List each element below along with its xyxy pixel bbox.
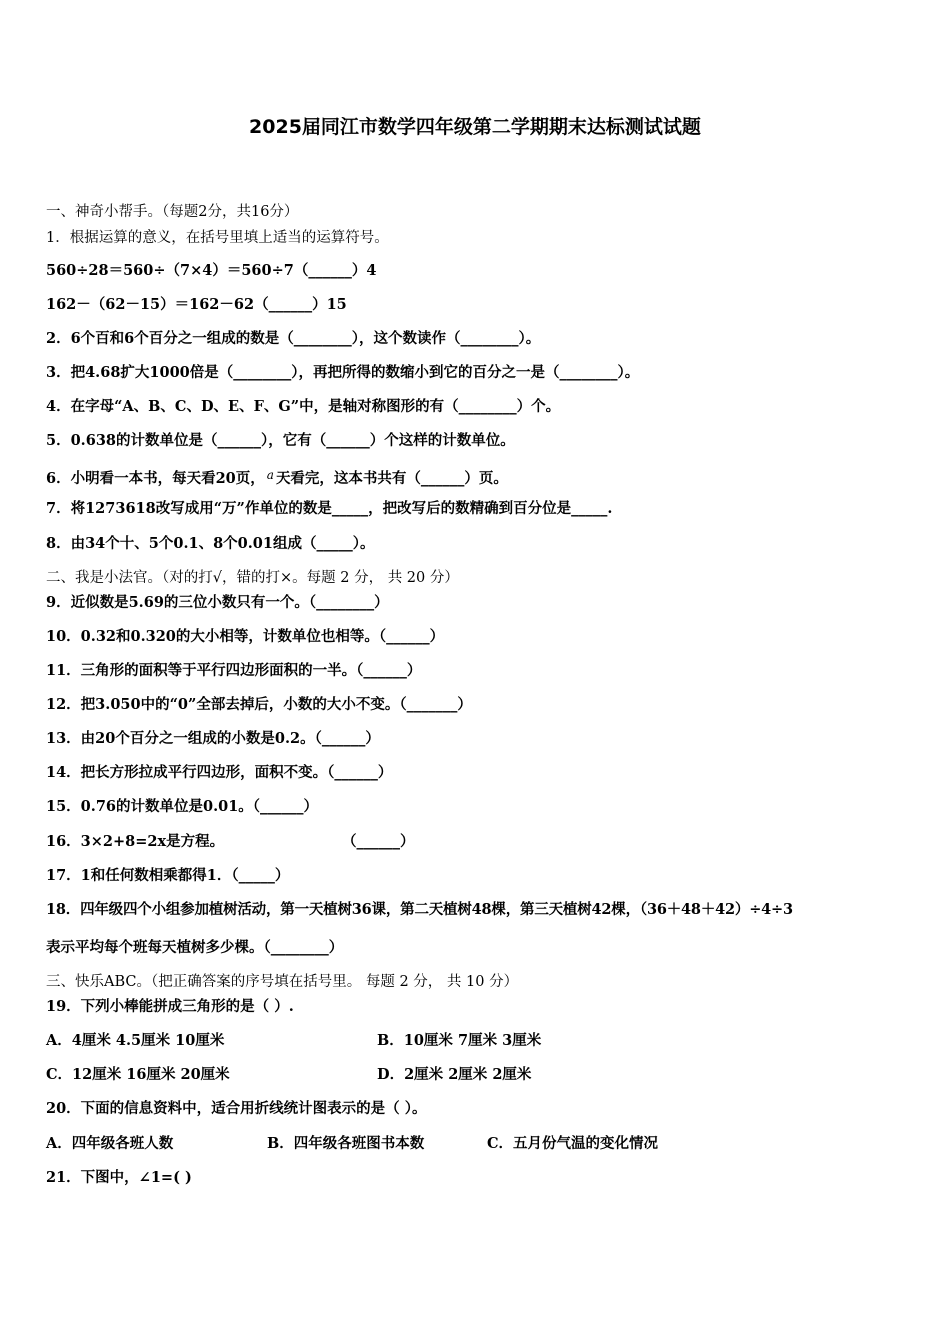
question-4: 4．在字母“A、B、C、D、E、F、G”中，是轴对称图形的有（________）个。 xyxy=(46,398,561,415)
question-5: 5．0.638的计数单位是（______），它有（______）个这样的计数单位。 xyxy=(46,432,515,449)
question-16: 16．3×2+8=2x是方程。 xyxy=(46,833,225,850)
question-19-option-a: A．4厘米 4.5厘米 10厘米 xyxy=(46,1032,225,1049)
question-15: 15．0.76的计数单位是0.01。（______） xyxy=(46,798,319,815)
question-6-part-2: 天看完，这本书共有（______）页。 xyxy=(275,470,508,487)
question-12: 12．把3.050中的“0”全部去掉后，小数的大小不变。（_______） xyxy=(46,696,472,713)
question-1-expr-2: 162－（62－15）＝162－62（______）15 xyxy=(46,296,347,313)
question-1-expr-1: 560÷28＝560÷（7×4）＝560÷7（______）4 xyxy=(46,262,377,279)
question-19: 19．下列小棒能拼成三角形的是（ ）. xyxy=(46,998,294,1015)
section-3-heading: 三、快乐ABC。（把正确答案的序号填在括号里。 每题 2 分， 共 10 分） xyxy=(46,974,519,990)
section-1-heading: 一、神奇小帮手。（每题2分，共16分） xyxy=(46,204,299,220)
question-21: 21．下图中，∠1=( ) xyxy=(46,1169,192,1186)
question-16-blank: （______） xyxy=(342,833,415,850)
question-20-option-a: A．四年级各班人数 xyxy=(46,1135,174,1152)
question-18-line-1: 18．四年级四个小组参加植树活动，第一天植树36课，第二天植树48棵，第三天植树42棵，（36＋48＋42）÷4÷3 xyxy=(46,901,793,918)
question-19-option-d: D．2厘米 2厘米 2厘米 xyxy=(377,1066,532,1083)
question-8: 8．由34个十、5个0.1、8个0.01组成（_____）。 xyxy=(46,535,375,552)
question-18-line-2: 表示平均每个班每天植树多少棵。（________） xyxy=(46,939,344,956)
variable-a: a xyxy=(266,468,274,482)
question-14: 14．把长方形拉成平行四边形，面积不变。（______） xyxy=(46,764,393,781)
page-title: 2025届同江市数学四年级第二学期期末达标测试试题 xyxy=(249,116,701,138)
section-2-heading: 二、我是小法官。（对的打√，错的打×。每题 2 分， 共 20 分） xyxy=(46,570,459,586)
question-19-option-b: B．10厘米 7厘米 3厘米 xyxy=(377,1032,542,1049)
question-11: 11．三角形的面积等于平行四边形面积的一半。（______） xyxy=(46,662,422,679)
question-1: 1．根据运算的意义，在括号里填上适当的运算符号。 xyxy=(46,230,389,246)
question-6-part-1: 6．小明看一本书，每天看20页， xyxy=(46,470,265,487)
question-20-option-b: B．四年级各班图书本数 xyxy=(267,1135,425,1152)
question-17: 17．1和任何数相乘都得1．（_____） xyxy=(46,867,290,884)
question-2: 2．6个百和6个百分之一组成的数是（________），这个数读作（________）。 xyxy=(46,330,541,347)
question-10: 10．0.32和0.320的大小相等，计数单位也相等。（______） xyxy=(46,628,445,645)
question-7: 7．将1273618改写成用“万”作单位的数是_____，把改写后的数精确到百分位是_____. xyxy=(46,500,613,517)
question-3: 3．把4.68扩大1000倍是（________），再把所得的数缩小到它的百分之一是（________）。 xyxy=(46,364,640,381)
question-9: 9．近似数是5.69的三位小数只有一个。（________） xyxy=(46,594,389,611)
question-20: 20．下面的信息资料中，适合用折线统计图表示的是（ ）。 xyxy=(46,1100,427,1117)
question-19-option-c: C．12厘米 16厘米 20厘米 xyxy=(46,1066,230,1083)
question-13: 13．由20个百分之一组成的小数是0.2。（______） xyxy=(46,730,380,747)
question-20-option-c: C．五月份气温的变化情况 xyxy=(487,1135,659,1152)
question-6 xyxy=(46,465,508,489)
